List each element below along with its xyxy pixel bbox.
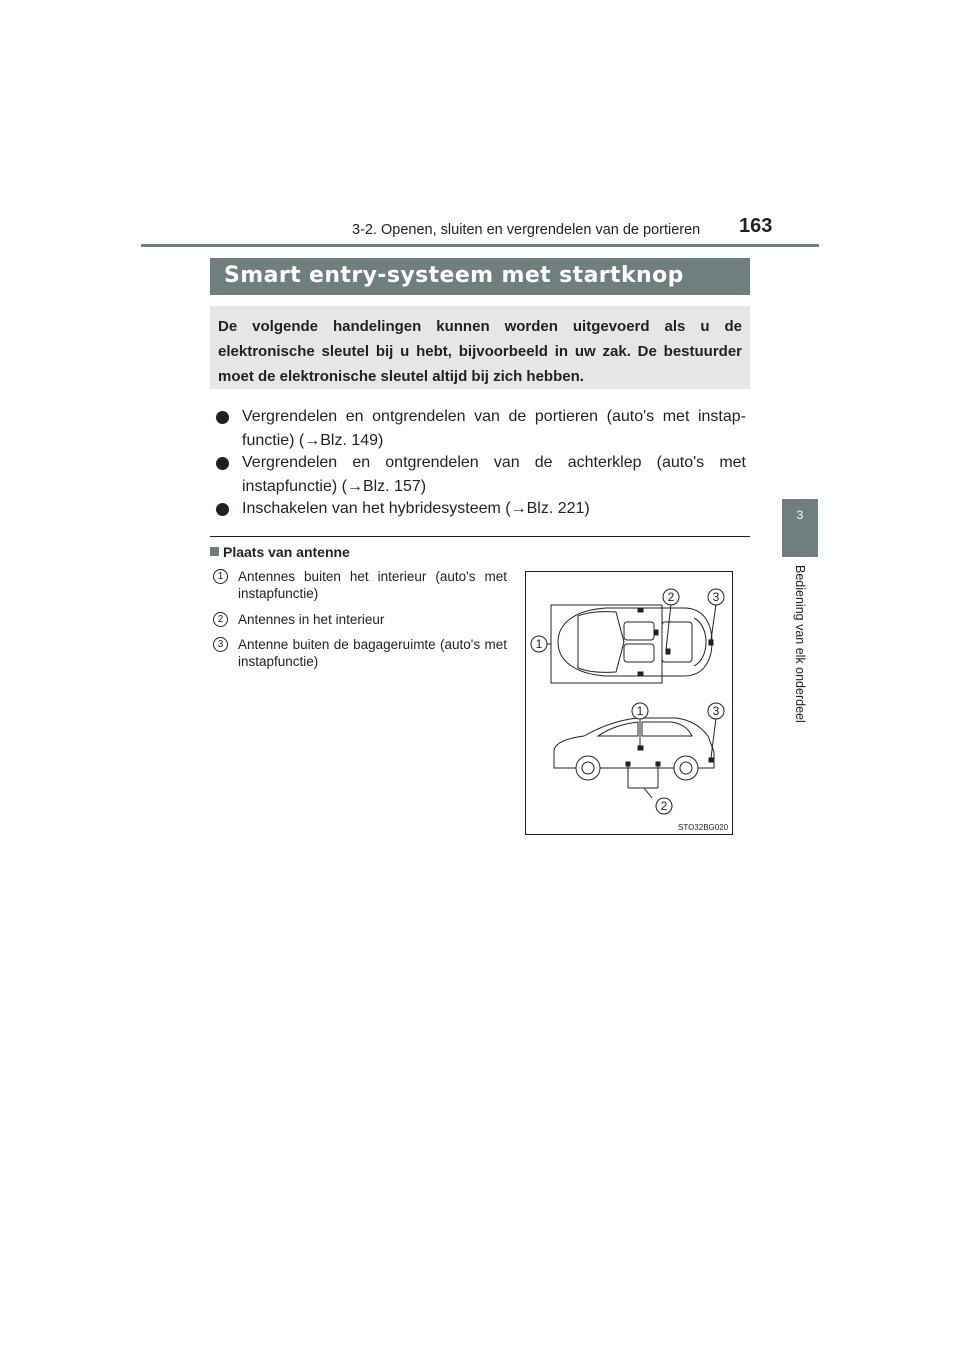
chapter-tab[interactable]: [782, 499, 818, 557]
chapter-title: Bediening van elk onderdeel: [793, 565, 807, 723]
intro-box: [210, 306, 750, 389]
leader-line: [666, 604, 671, 650]
page-number: 163: [739, 215, 773, 237]
rear-wheel: [674, 756, 698, 780]
front-wheel: [576, 756, 600, 780]
callout-label: 1: [636, 704, 644, 718]
antenna-label: Antennes in het interieur: [238, 612, 385, 627]
antenna-marker: [626, 762, 630, 766]
callout-label: 1: [535, 637, 543, 651]
chapter-side-label: [793, 562, 820, 762]
subsection-heading: [210, 544, 350, 560]
header-rule: [141, 244, 819, 247]
antenna-label: Antennes buiten het interieur (auto's met instapfunctie): [238, 569, 507, 601]
antenna-marker: [709, 758, 713, 762]
antenna-label: Antenne buiten de bagageruimte (auto's met instapfunctie): [238, 637, 507, 669]
antenna-marker: [638, 672, 643, 676]
front-seat: [624, 622, 654, 640]
leader-line: [644, 788, 652, 798]
bullet-dot-icon: [216, 457, 229, 470]
callout-number: 1: [213, 569, 228, 584]
bullet-text: Inschakelen van het hybridesysteem (→Blz. 221): [242, 500, 590, 517]
antenna-item: [213, 568, 507, 602]
chapter-number: 3: [796, 508, 804, 522]
rear-window: [694, 618, 706, 666]
callout-number: 3: [213, 637, 228, 652]
bullet-text: Vergrendelen en ontgrendelen van de achterklep (auto's met instapfunctie) (→Blz. 157): [242, 454, 746, 495]
antenna-marker: [638, 746, 643, 750]
callout-number: 2: [213, 612, 228, 627]
bullet-dot-icon: [216, 411, 229, 424]
callout-label: 3: [712, 590, 720, 604]
square-bullet-icon: [210, 547, 219, 556]
section-title-bar: [210, 258, 750, 295]
figure-code: STO32BG020: [678, 823, 729, 832]
bullet-item: [216, 497, 746, 521]
antenna-diagram: [526, 572, 732, 834]
front-side-window: [598, 722, 638, 736]
antenna-marker: [709, 640, 713, 645]
subsection-heading-text: Plaats van antenne: [223, 544, 350, 560]
bullet-dot-icon: [216, 503, 229, 516]
bullet-item: [216, 451, 746, 499]
callout-label: 2: [667, 590, 675, 604]
section-title: Smart entry-systeem met startknop: [224, 263, 684, 288]
bullet-item: [216, 405, 746, 453]
antenna-item: [213, 611, 507, 628]
antenna-marker: [638, 608, 643, 612]
antenna-item: [213, 636, 507, 670]
callout-label: 3: [712, 704, 720, 718]
bullet-text: Vergrendelen en ontgrendelen van de portieren (auto's met instap-functie) (→Blz. 149): [242, 408, 746, 449]
car-side-view: [554, 718, 716, 798]
leader-line: [711, 604, 716, 640]
windshield: [578, 612, 624, 673]
front-seat: [624, 644, 654, 662]
callout-label: 2: [660, 799, 668, 813]
car-top-view: [539, 604, 716, 683]
intro-text: De volgende handelingen kunnen worden uitgevoerd als u de elektronische sleutel bij u hebt, bijvoorbeeld in uw zak. De bestuurder moet de elektronische sleutel altijd bij zich hebben.: [218, 318, 742, 385]
antenna-marker: [656, 762, 660, 766]
antenna-marker: [654, 630, 658, 635]
antenna-marker: [666, 649, 670, 654]
running-header: 3-2. Openen, sluiten en vergrendelen van de portieren: [352, 222, 701, 238]
car-body-outline: [558, 608, 712, 676]
antenna-location-figure: [525, 571, 733, 835]
section-divider: [210, 536, 750, 537]
rear-side-window: [642, 722, 692, 736]
